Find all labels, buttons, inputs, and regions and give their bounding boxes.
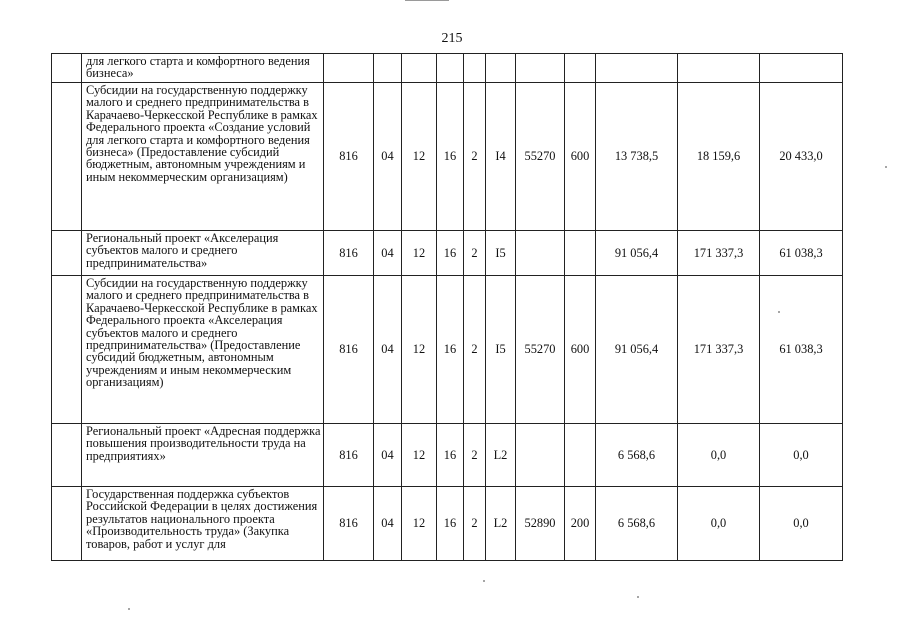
expense-type-cell: 600 [565, 83, 596, 231]
subprogram-code-cell [464, 54, 486, 83]
ministry-code-cell [324, 54, 374, 83]
project-code-cell: I5 [486, 231, 516, 276]
budget-table [51, 53, 843, 561]
scan-speck [778, 311, 780, 313]
scan-speck [637, 596, 639, 598]
program-code-cell: 16 [437, 276, 464, 424]
subprogram-code-cell: 2 [464, 276, 486, 424]
subprogram-code-cell: 2 [464, 231, 486, 276]
amount-cell-3 [760, 54, 843, 83]
amount-cell-1 [596, 54, 678, 83]
ministry-code-cell: 816 [324, 487, 374, 561]
ministry-code-cell: 816 [324, 231, 374, 276]
subsection-code-cell: 12 [402, 276, 437, 424]
subsection-code-cell: 12 [402, 83, 437, 231]
subsection-code-cell [402, 54, 437, 83]
expense-type-cell: 200 [565, 487, 596, 561]
table-row [52, 487, 843, 561]
program-code-cell: 16 [437, 231, 464, 276]
number-cell [52, 83, 82, 231]
number-cell [52, 276, 82, 424]
amount-cell-3: 20 433,0 [760, 83, 843, 231]
program-code-cell: 16 [437, 83, 464, 231]
expense-type-cell [565, 54, 596, 83]
subprogram-code-cell: 2 [464, 424, 486, 487]
section-code-cell: 04 [374, 276, 402, 424]
expense-type-cell: 600 [565, 276, 596, 424]
scan-speck [885, 166, 887, 168]
description-cell: для легкого старта и комфортного ведения бизнеса» [82, 54, 324, 83]
ministry-code-cell: 816 [324, 276, 374, 424]
project-code-cell [486, 54, 516, 83]
subprogram-code-cell: 2 [464, 83, 486, 231]
description-cell: Региональный проект «Адресная поддержка повышения производительности труда на предприятиях» [82, 424, 324, 487]
subsection-code-cell: 12 [402, 231, 437, 276]
expense-code-cell: 55270 [516, 276, 565, 424]
amount-cell-3: 0,0 [760, 424, 843, 487]
ministry-code-cell: 816 [324, 424, 374, 487]
description-cell: Субсидии на государственную поддержку малого и среднего предпринимательства в Карачаево-Черкесской Республике в рамках Федерального проекта «Акселерация субъектов малого и среднего предпринимательства» (Предоставление субсидий бюджетным, автономным учреждениям и иным некоммерческим организациям) [82, 276, 324, 424]
subsection-code-cell: 12 [402, 424, 437, 487]
scan-artifact-line [405, 0, 449, 1]
section-code-cell: 04 [374, 487, 402, 561]
table-row [52, 276, 843, 424]
scan-speck [483, 580, 485, 582]
amount-cell-3: 0,0 [760, 487, 843, 561]
expense-code-cell: 55270 [516, 83, 565, 231]
amount-cell-2: 171 337,3 [678, 231, 760, 276]
project-code-cell: I5 [486, 276, 516, 424]
amount-cell-3: 61 038,3 [760, 276, 843, 424]
amount-cell-1: 91 056,4 [596, 276, 678, 424]
amount-cell-3: 61 038,3 [760, 231, 843, 276]
description-cell: Региональный проект «Акселерация субъектов малого и среднего предпринимательства» [82, 231, 324, 276]
description-cell: Субсидии на государственную поддержку малого и среднего предпринимательства в Карачаево-Черкесской Республике в рамках Федерального проекта «Создание условий для легкого старта и комфортного ведения бизнеса» (Предоставление субсидий бюджетным, автономным учреждениям и иным некоммерческим организациям) [82, 83, 324, 231]
expense-code-cell [516, 424, 565, 487]
ministry-code-cell: 816 [324, 83, 374, 231]
table-row [52, 54, 843, 83]
number-cell [52, 424, 82, 487]
table-row [52, 83, 843, 231]
section-code-cell: 04 [374, 231, 402, 276]
section-code-cell: 04 [374, 83, 402, 231]
table-row [52, 231, 843, 276]
description-cell: Государственная поддержка субъектов Российской Федерации в целях достижения результатов национального проекта «Производительность труда» (Закупка товаров, работ и услуг для [82, 487, 324, 561]
number-cell [52, 231, 82, 276]
project-code-cell: I4 [486, 83, 516, 231]
amount-cell-2: 18 159,6 [678, 83, 760, 231]
subprogram-code-cell: 2 [464, 487, 486, 561]
project-code-cell: L2 [486, 487, 516, 561]
amount-cell-1: 91 056,4 [596, 231, 678, 276]
amount-cell-2 [678, 54, 760, 83]
program-code-cell: 16 [437, 487, 464, 561]
program-code-cell: 16 [437, 424, 464, 487]
amount-cell-2: 171 337,3 [678, 276, 760, 424]
scan-speck [128, 608, 130, 610]
amount-cell-2: 0,0 [678, 487, 760, 561]
section-code-cell: 04 [374, 424, 402, 487]
amount-cell-1: 6 568,6 [596, 487, 678, 561]
amount-cell-1: 13 738,5 [596, 83, 678, 231]
expense-type-cell [565, 424, 596, 487]
number-cell [52, 487, 82, 561]
expense-code-cell [516, 231, 565, 276]
amount-cell-1: 6 568,6 [596, 424, 678, 487]
number-cell [52, 54, 82, 83]
program-code-cell [437, 54, 464, 83]
expense-code-cell: 52890 [516, 487, 565, 561]
expense-code-cell [516, 54, 565, 83]
project-code-cell: L2 [486, 424, 516, 487]
page-number: 215 [441, 31, 463, 46]
amount-cell-2: 0,0 [678, 424, 760, 487]
subsection-code-cell: 12 [402, 487, 437, 561]
expense-type-cell [565, 231, 596, 276]
table-row [52, 424, 843, 487]
section-code-cell [374, 54, 402, 83]
